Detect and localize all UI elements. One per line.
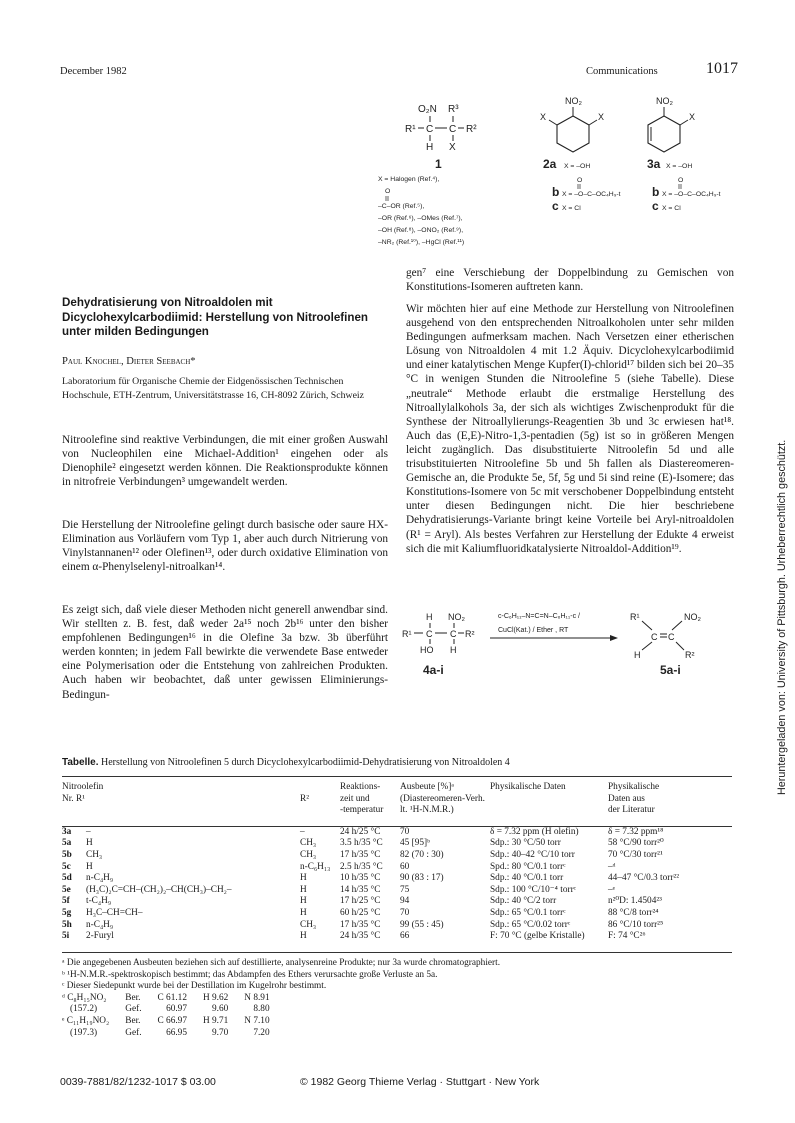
- download-watermark: [761, 105, 788, 795]
- table-row: [62, 821, 732, 839]
- table-row: [62, 931, 732, 943]
- cell-r2: H: [300, 884, 307, 895]
- prod-no2: NO₂: [684, 612, 701, 622]
- results-table: [62, 782, 732, 943]
- fn-e-mw: (197.3): [70, 1027, 98, 1038]
- cell-phys: Sdp.: 40 °C/0.1 torr: [490, 873, 564, 884]
- compound-3c-def: X = Cl: [662, 205, 681, 212]
- cell-nitroolefin: [62, 931, 300, 943]
- prod-c2: C: [668, 632, 675, 642]
- fn-d-h-ber: H 9.62: [202, 992, 229, 1003]
- cell-nr: 5d: [62, 873, 72, 884]
- cell-time: 60 h/25 °C: [340, 907, 381, 918]
- reaction-scheme: [398, 606, 738, 746]
- cell-lit: F: 74 °C²⁶: [608, 931, 646, 942]
- cell-r2: H: [300, 873, 307, 884]
- compound-3: [647, 96, 721, 213]
- footer-copyright: © 1982 Georg Thieme Verlag · Stuttgart · New York: [300, 1076, 540, 1088]
- left-paragraph-2: Die Herstellung der Nitroolefine gelingt durch basische oder saure HX-Elimination aus Vorläufern vom Typ 1, aber auch durch Nitrierung von Vinylstannanen¹² oder Olefinen¹³, oder durch oxidative Elimination von einem α-Phenylselenyl-nitroalkan¹⁴.: [62, 519, 388, 574]
- cell-nr: 5a: [62, 838, 72, 849]
- sm-no2: NO₂: [448, 612, 465, 622]
- cell-nr: 5g: [62, 907, 72, 918]
- atom-c-b: C: [449, 124, 457, 135]
- table-row: [62, 838, 732, 850]
- running-header-section: Communications: [586, 66, 658, 77]
- cell-lit: –ᵈ: [608, 861, 616, 872]
- fn-e-c-ber: C 66.97: [157, 1015, 187, 1026]
- table-top-rule: [62, 776, 732, 777]
- cell-lit: 70 °C/30 torr²¹: [608, 849, 663, 860]
- cell-nitroolefin: [62, 908, 300, 920]
- reagent-top: c-C₆H₁₁–N=C=N–C₆H₁₁-c /: [498, 613, 580, 620]
- fn-e-formula: ᵉ C₁₁H₁₉NO₂: [62, 1015, 110, 1026]
- cell-yield: 90 (83 : 17): [400, 873, 444, 884]
- cell-nr: 3a: [62, 826, 72, 837]
- cell-yield: 94: [400, 896, 410, 907]
- c2-no2: NO₂: [565, 96, 582, 106]
- cell-r1: t-C₄H₉: [86, 896, 112, 907]
- table-caption-label: Tabelle.: [62, 757, 99, 768]
- col-r2: R²: [300, 793, 309, 804]
- article-affiliation: Laboratorium für Organische Chemie der Eidgenössischen Technischen Hochschule, ETH-Zentrum, Universitätstrasse 16, CH-8092 Zürich, Schweiz: [62, 376, 364, 401]
- running-header-date: December 1982: [60, 66, 127, 77]
- cell-r1: (H₃C)₂C=CH–(CH₂)₂–CH(CH₃)–CH₂–: [86, 884, 232, 895]
- sm-h: H: [426, 612, 433, 622]
- left-paragraph-1: Nitroolefine sind reaktive Verbindungen, die mit einer großen Auswahl von Nucleophilen eine Michael-Addition¹ eingehen oder als Dienophile² eingesetzt werden können. Die Reaktionsprodukte können in nitrofreie Verbindungen³ umgewandelt werden.: [62, 434, 388, 489]
- cell-time: 17 h/35 °C: [340, 849, 381, 860]
- cell-time: 17 h/25 °C: [340, 896, 381, 907]
- fn-d-n-gef: 8.80: [253, 1004, 270, 1015]
- cell-lit: 58 °C/90 torr²⁰: [608, 838, 664, 849]
- table-row: [62, 862, 732, 874]
- cell-nitroolefin: [62, 920, 300, 932]
- compound-1-note-5: –NR₂ (Ref.¹⁰), –HgCl (Ref.¹¹): [378, 239, 465, 246]
- atom-r3: R³: [448, 104, 459, 115]
- atom-o2n: O₂N: [418, 104, 437, 115]
- cell-nr: 5i: [62, 931, 70, 942]
- right-paragraph-main: Wir möchten hier auf eine Methode zur Herstellung von Nitroolefinen ausgehend von den entsprechenden Nitroalkoholen unter sehr milden Bedingungen aufmerksam machen. Nach Versetzen einer etherischen Lösung von Nitroaldolen 4 mit 1.2 Äquiv. Dicyclohexylcarbodiimid und einer katalytischen Menge Kupfer(I)-chlorid¹⁷ bilden sich bei 20–35 °C in wenigen Stunden die Nitroolefine 5 (siehe Tabelle). Diese „neutrale“ Methode erlaubt die erstmalige Herstellung des Nitroallylalkohols 3a, der sich als wichtiges Zwischenprodukt für die Synthese der Nitroallylierungs-Reagentien 3b und 3c erwiesen hat¹⁸. Auch das (E,E)-Nitro-1,3-pentadien (5g) ist so in größeren Mengen leicht zugänglich. Das disubstituierte Nitroolefin 5d und alle trisubstituierten Nitroolefine 5b und 5h fallen als Diastereomeren-Gemische an, die Produkte 5e, 5f, 5g und 5i sind reine (E)-Isomere; das Konstitutions-Isomere von 5c mit verschobener Doppelbindung entsteht unter diesen Bedingungen nicht. Die hier beschriebene Dehydratisierungs-Variante bringt keine Vorteile bei Aryl-nitroaldolen (R¹ = Aryl). Als bestes Verfahren zur Herstellung der Edukte 4 erweist sich die mit Kaliumfluoridkatalysierte Nitroaldol-Addition¹⁹.: [406, 303, 734, 555]
- fn-d-h-gef: 9.60: [212, 1004, 229, 1015]
- col-reaction: Reaktions- zeit und -temperatur: [340, 782, 384, 816]
- cell-nitroolefin: [62, 850, 300, 862]
- cell-r2: CH₃: [300, 838, 317, 849]
- cell-phys: Sdp.: 30 °C/50 torr: [490, 838, 561, 849]
- col-yield: Ausbeute [%]ᵃ (Diastereomeren-Verh. lt. ¹H-N.M.R.): [400, 782, 485, 816]
- cell-yield: 60: [400, 861, 410, 872]
- right-column-continuation: gen⁷ eine Verschiebung der Doppelbindung zu Gemischen von Konstitutions-Isomeren auftreten kann.: [406, 267, 734, 294]
- compound-1-note-1: X = Halogen (Ref.⁴),: [378, 176, 440, 183]
- compound-2a-label: 2a: [543, 157, 557, 171]
- col-lit: Physikalische Daten aus der Literatur: [608, 782, 660, 816]
- compound-1: [378, 104, 477, 246]
- cell-nitroolefin: [62, 862, 300, 874]
- cell-phys: δ = 7.32 ppm (H olefin): [490, 826, 579, 837]
- table-row: [62, 850, 732, 862]
- cell-r2: H: [300, 931, 307, 942]
- cell-time: 24 h/25 °C: [340, 826, 381, 837]
- structure-scheme: [360, 92, 750, 262]
- compound-1-label: 1: [435, 157, 442, 171]
- article-authors: Paul Knochel, Dieter Seebach*: [62, 356, 196, 367]
- cell-time: 17 h/35 °C: [340, 919, 381, 930]
- carbonyl-o-2: O: [577, 177, 583, 184]
- carbonyl-o-3: O: [678, 177, 684, 184]
- cell-r2: n-C₆H₁₃: [300, 861, 331, 872]
- cell-yield: 66: [400, 931, 410, 942]
- fn-e-n-ber: N 7.10: [244, 1015, 270, 1026]
- cell-time: 24 h/35 °C: [340, 931, 381, 942]
- reagent-bottom: CuCl(Kat.) / Ether , RT: [498, 627, 569, 634]
- cell-r2: H: [300, 907, 307, 918]
- table-row: [62, 908, 732, 920]
- prod-h: H: [634, 650, 641, 660]
- fn-d-c-ber: C 61.12: [157, 992, 187, 1003]
- prod-r1: R¹: [630, 612, 640, 622]
- cell-phys: Sdp.: 65 °C/0.02 torrᶜ: [490, 919, 571, 930]
- compound-3a-def: X = –OH: [666, 163, 693, 170]
- compound-2b-label: b: [552, 185, 560, 199]
- download-watermark-text: Heruntergeladen von: University of Pittsburgh. Urheberrechtlich geschützt.: [776, 439, 788, 795]
- footnote-c: ᶜ Dieser Siedepunkt wurde bei der Destillation im Kugelrohr bestimmt.: [62, 981, 327, 992]
- cell-r1: –: [86, 826, 91, 837]
- footnote-b: ᵇ ¹H-N.M.R.-spektroskopisch bestimmt; das Abdampfen des Ethers verursachte große Verluste an 5a.: [62, 969, 438, 980]
- c2-x-left: X: [540, 112, 547, 122]
- cell-r2: H: [300, 896, 307, 907]
- fn-e-ber: Ber.: [125, 1015, 141, 1026]
- fn-d-formula: ᵈ C₈H₁₅NO₂: [62, 992, 107, 1003]
- compound-3a-label: 3a: [647, 157, 661, 171]
- page-number: 1017: [706, 60, 738, 77]
- c3-no2: NO₂: [656, 96, 673, 106]
- table-row: [62, 873, 732, 885]
- cell-time: 3.5 h/35 °C: [340, 838, 383, 849]
- cell-lit: –ᵉ: [608, 884, 616, 895]
- fn-e-h-ber: H 9.71: [202, 1015, 229, 1026]
- compound-2a-def: X = –OH: [564, 163, 591, 170]
- fn-d-gef: Gef.: [125, 1004, 142, 1015]
- cell-nitroolefin: [62, 838, 300, 850]
- table-caption: [62, 757, 510, 768]
- sm-h2: H: [450, 645, 457, 655]
- atom-r2: R²: [466, 124, 477, 135]
- sm-r2: R²: [465, 629, 475, 639]
- compound-1-note-2: –C–OR (Ref.⁵),: [378, 203, 425, 210]
- fn-d-mw: (157.2): [70, 1004, 98, 1015]
- footnote-elemental: [62, 993, 286, 1039]
- fn-e-h-gef: 9.70: [212, 1027, 229, 1038]
- cell-phys: Sdp.: 65 °C/0.1 torrᶜ: [490, 907, 566, 918]
- cell-time: 2.5 h/35 °C: [340, 861, 383, 872]
- compound-2c-label: c: [552, 199, 559, 213]
- article-title: Dehydratisierung von Nitroaldolen mit Dicyclohexylcarbodiimid: Herstellung von Nitroolefinen unter milden Bedingungen: [62, 296, 369, 338]
- cell-r2: CH₃: [300, 849, 317, 860]
- compound-3b-def: X = –O–C–OC₄H₉-t: [662, 191, 721, 198]
- atom-x: X: [449, 142, 456, 153]
- fn-e-gef: Gef.: [125, 1027, 142, 1038]
- cell-lit: n²⁰D: 1.4504²³: [608, 896, 662, 907]
- atom-r1: R¹: [405, 124, 416, 135]
- compound-3b-label: b: [652, 185, 660, 199]
- table-row: [62, 896, 732, 908]
- cell-yield: 70: [400, 826, 410, 837]
- prod-label: 5a-i: [660, 663, 681, 677]
- table-bottom-rule: [62, 952, 732, 953]
- cell-yield: 82 (70 : 30): [400, 849, 444, 860]
- cell-phys: Spd.: 80 °C/0.1 torrᶜ: [490, 861, 566, 872]
- compound-1-note-4: –OH (Ref.⁸), –ONO₂ (Ref.⁹),: [378, 227, 464, 234]
- cell-nr: 5h: [62, 919, 72, 930]
- table-mid-rule: [62, 826, 732, 827]
- cell-r1: n-C₄H₉: [86, 873, 114, 884]
- fn-d-n-ber: N 8.91: [244, 992, 270, 1003]
- cell-r1: H₃C–CH=CH–: [86, 907, 143, 918]
- cell-phys: F: 70 °C (gelbe Kristalle): [490, 931, 585, 942]
- cell-time: 14 h/35 °C: [340, 884, 381, 895]
- cell-r1: H: [86, 861, 93, 872]
- sm-r1: R¹: [402, 629, 412, 639]
- table-row: [62, 920, 732, 932]
- carbonyl-o-1: O: [385, 188, 391, 195]
- fn-d-c-gef: 60.97: [166, 1004, 187, 1015]
- atom-c-a: C: [426, 124, 434, 135]
- prod-c1: C: [651, 632, 658, 642]
- col-nitroolefin: Nitroolefin Nr. R¹: [62, 782, 104, 804]
- cell-yield: 75: [400, 884, 410, 895]
- cell-lit: 88 °C/8 torr²⁴: [608, 907, 659, 918]
- footnote-a: ᵃ Die angegebenen Ausbeuten beziehen sich auf destillierte, analysenreine Produkte; nur 3a wurde chromatographiert.: [62, 958, 501, 968]
- cell-nr: 5e: [62, 884, 71, 895]
- sm-ho: HO: [420, 645, 434, 655]
- cell-r2: CH₃: [300, 919, 317, 930]
- cell-phys: Sdp.: 100 °C/10⁻⁴ torrᶜ: [490, 884, 577, 895]
- left-paragraph-3: Es zeigt sich, daß viele dieser Methoden nicht generell anwendbar sind. Wir stellten z. B. fest, daß weder 2a¹⁵ noch 2b¹⁶ unter den bisher empfohlenen Bedingungen¹⁶ in die Olefine 3a bzw. 3b überführt werden konnten; in jedem Fall bewirkte die verwendete Base entweder eine Polymerisation oder die Entstehung von zahlreichen Produkten. Auch haben wir beobachtet, daß unter gewissen Eliminierungs-Bedingun-: [62, 604, 388, 701]
- cell-lit: 86 °C/10 torr²⁵: [608, 919, 664, 930]
- cell-r2: –: [300, 826, 305, 837]
- cell-lit: 44–47 °C/0.3 torr²²: [608, 873, 680, 884]
- footer-code: 0039-7881/82/1232-1017 $ 03.00: [60, 1076, 216, 1088]
- c2-x-right: X: [598, 112, 605, 122]
- compound-2b-def: X = –O–C–OC₄H₉-t: [562, 191, 621, 198]
- table-row: [62, 885, 732, 897]
- cell-nitroolefin: [62, 873, 300, 885]
- cell-nitroolefin: [62, 821, 300, 839]
- sm-c1: C: [426, 629, 433, 639]
- cell-yield: 45 [95]ᵇ: [400, 838, 430, 849]
- cell-nitroolefin: [62, 885, 300, 897]
- cell-nitroolefin: [62, 896, 300, 908]
- fn-d-ber: Ber.: [125, 992, 141, 1003]
- sm-label: 4a-i: [423, 663, 444, 677]
- cell-r1: H: [86, 838, 93, 849]
- cell-nr: 5b: [62, 849, 72, 860]
- compound-2c-def: X = Cl: [562, 205, 581, 212]
- fn-e-n-gef: 7.20: [253, 1027, 270, 1038]
- fn-e-c-gef: 66.95: [166, 1027, 187, 1038]
- table-caption-text: Herstellung von Nitroolefinen 5 durch Dicyclohexylcarbodiimid-Dehydratisierung von Nitroaldolen 4: [101, 757, 510, 768]
- cell-yield: 70: [400, 907, 410, 918]
- cell-nr: 5c: [62, 861, 71, 872]
- cell-phys: Sdp.: 40 °C/2 torr: [490, 896, 557, 907]
- cell-nr: 5f: [62, 896, 70, 907]
- compound-2: [540, 96, 621, 213]
- cell-r1: 2-Furyl: [86, 931, 114, 942]
- cell-r1: CH₃: [86, 849, 103, 860]
- prod-r2: R²: [685, 650, 695, 660]
- table-body: [62, 821, 732, 943]
- atom-h: H: [426, 142, 434, 153]
- c3-x: X: [689, 112, 696, 122]
- cell-r1: n-C₄H₉: [86, 919, 114, 930]
- col-phys: Physikalische Daten: [490, 782, 566, 792]
- cell-phys: Sdp.: 40–42 °C/10 torr: [490, 849, 575, 860]
- sm-c2: C: [450, 629, 457, 639]
- cell-time: 10 h/35 °C: [340, 873, 381, 884]
- cell-lit: δ = 7.32 ppm¹⁸: [608, 826, 664, 837]
- compound-3c-label: c: [652, 199, 659, 213]
- compound-1-note-3: –OR (Ref.⁶), –OMes (Ref.⁷),: [378, 215, 463, 222]
- cell-yield: 99 (55 : 45): [400, 919, 444, 930]
- table-footnotes: [62, 958, 732, 1039]
